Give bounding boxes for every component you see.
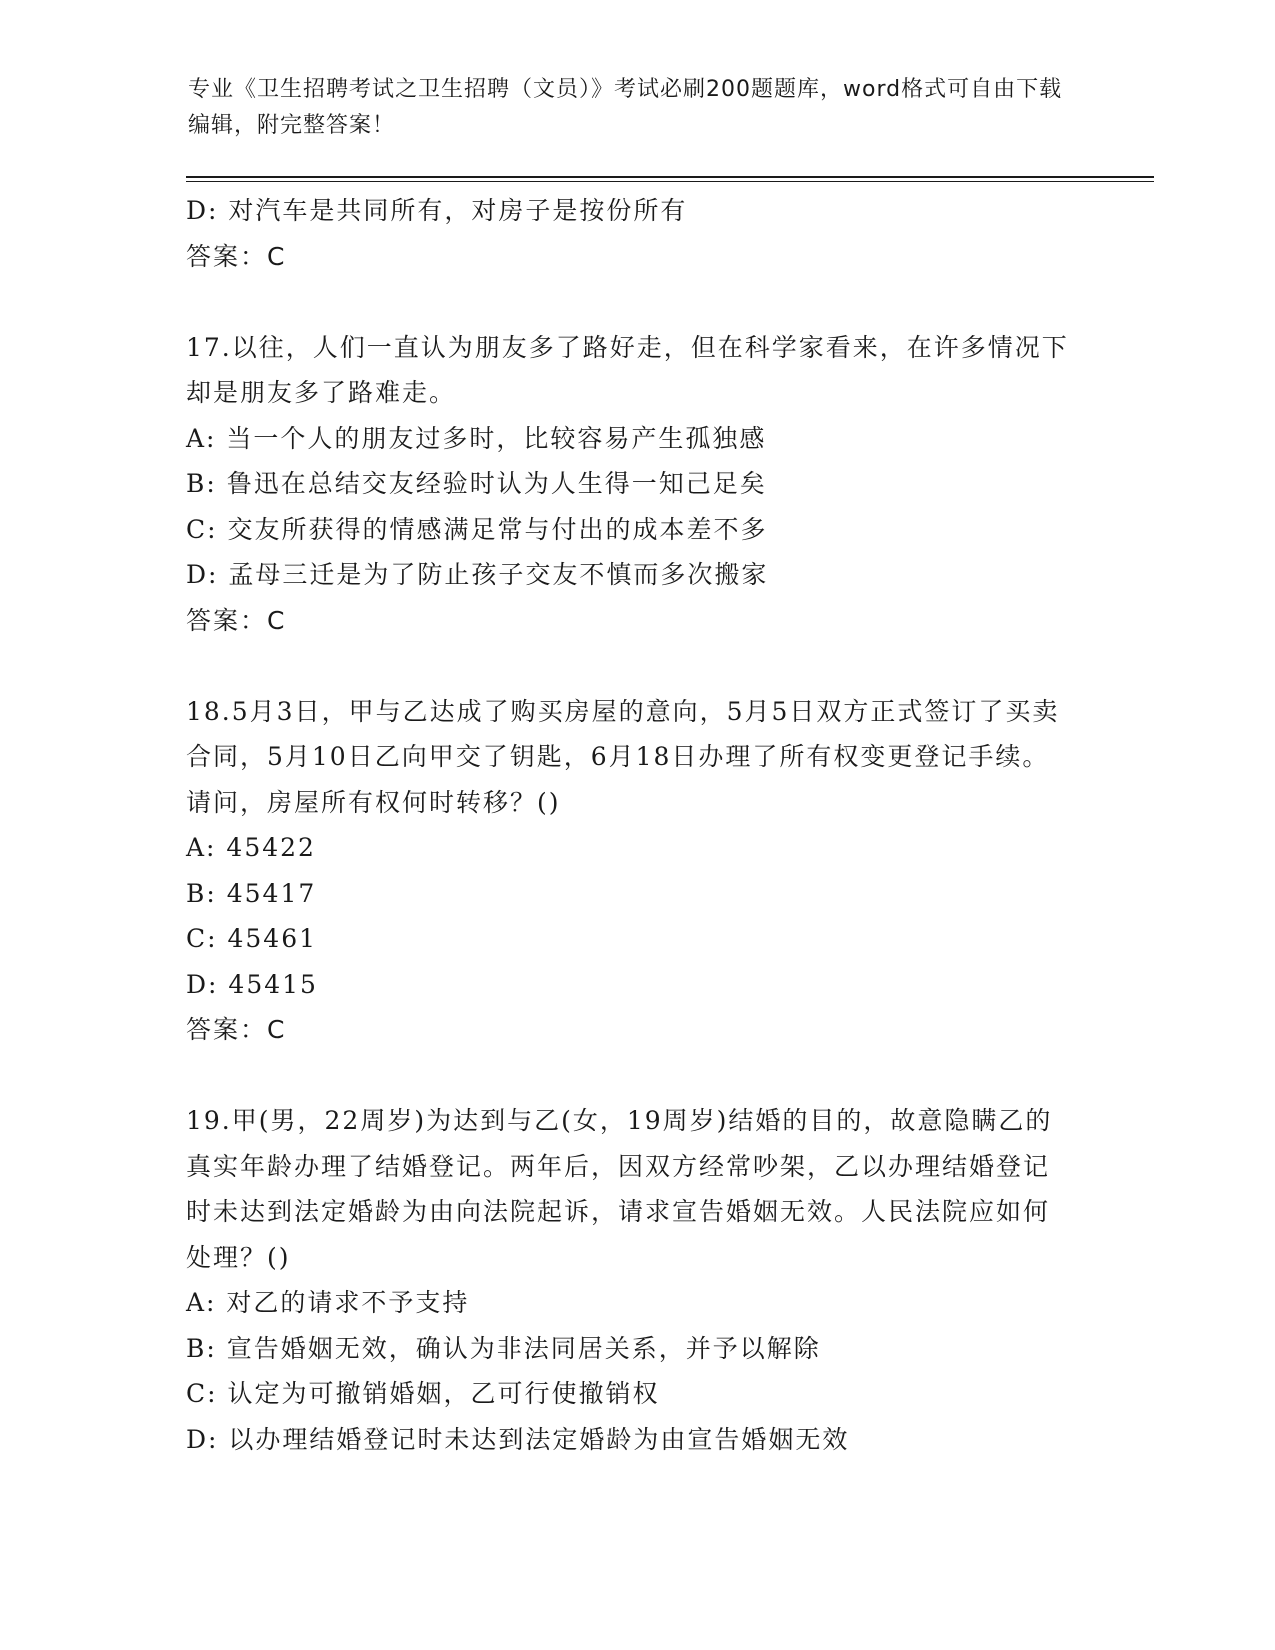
option-a: A: 当一个人的朋友过多时，比较容易产生孤独感	[186, 423, 767, 453]
question-18	[186, 689, 1086, 1053]
option-c: C: 45461	[186, 924, 318, 953]
header-divider-thick	[186, 176, 1154, 178]
option-c: C: 交友所获得的情感满足常与付出的成本差不多	[186, 514, 768, 544]
question-17	[186, 325, 1086, 644]
option-d: D: 以办理结婚登记时未达到法定婚龄为由宣告婚姻无效	[186, 1424, 850, 1454]
carryover-option-d: D: 对汽车是共同所有，对房子是按份所有	[186, 196, 688, 225]
question-stem: 17.以往，人们一直认为朋友多了路好走，但在科学家看来，在许多情况下却是朋友多了路难走。	[186, 332, 1069, 407]
answer-line: 答案：C	[186, 1015, 287, 1044]
carryover-answer: 答案：C	[186, 241, 287, 271]
option-d: D: 45415	[186, 969, 318, 999]
spacer	[186, 643, 1086, 689]
page-header-title: 专业《卫生招聘考试之卫生招聘（文员）》考试必刷200题题库，word格式可自由下载编辑，附完整答案！	[188, 77, 1063, 138]
option-c: C: 认定为可撤销婚姻，乙可行使撤销权	[186, 1379, 660, 1408]
option-a: A: 45422	[186, 833, 316, 862]
spacer	[186, 1053, 1086, 1099]
question-19	[186, 1098, 1086, 1462]
option-b: B: 宣告婚姻无效，确认为非法同居关系，并予以解除	[186, 1333, 821, 1363]
option-b: B: 45417	[186, 878, 317, 908]
spacer	[186, 279, 1086, 325]
question-stem: 18.5月3日，甲与乙达成了购买房屋的意向，5月5日双方正式签订了买卖合同，5月10日乙向甲交了钥匙，6月18日办理了所有权变更登记手续。请问，房屋所有权何时转移？()	[186, 696, 1060, 817]
option-a: A: 对乙的请求不予支持	[186, 1288, 470, 1317]
option-b: B: 鲁迅在总结交友经验时认为人生得一知己足矣	[186, 469, 767, 498]
option-d: D: 孟母三迁是为了防止孩子交友不慎而多次搬家	[186, 560, 769, 589]
question-content	[186, 188, 1086, 1462]
answer-line: 答案：C	[186, 605, 287, 635]
header-divider-thin	[186, 181, 1154, 182]
question-stem: 19.甲(男，22周岁)为达到与乙(女，19周岁)结婚的目的，故意隐瞒乙的真实年龄办理了结婚登记。两年后，因双方经常吵架，乙以办理结婚登记时未达到法定婚龄为由向法院起诉，请求宣告婚姻无效。人民法院应如何处理？()	[186, 1106, 1053, 1272]
